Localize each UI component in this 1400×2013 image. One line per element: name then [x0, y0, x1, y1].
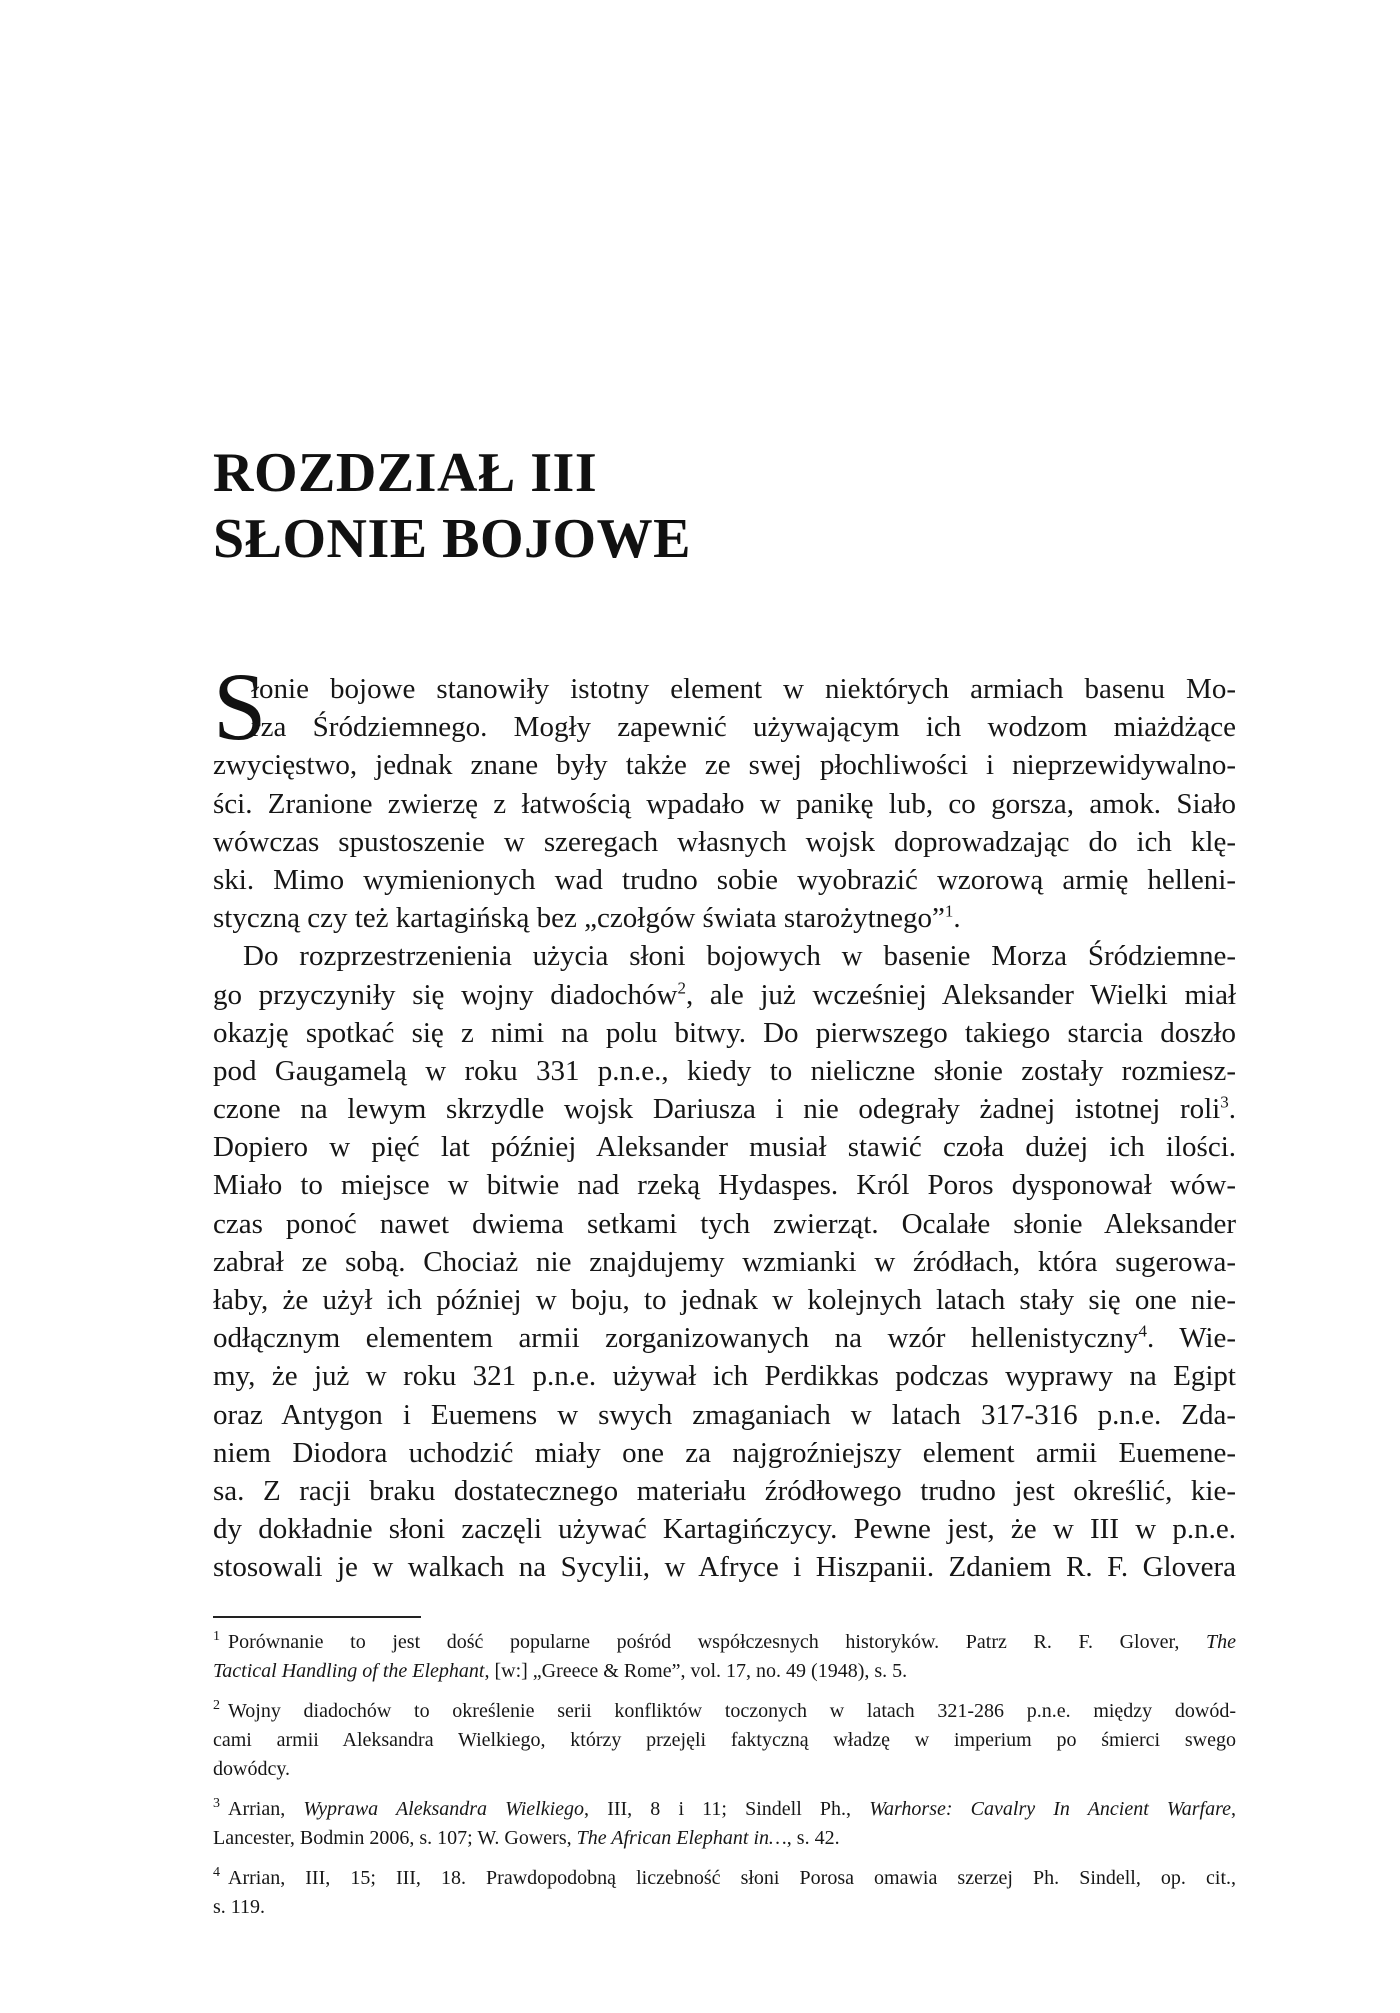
- body-line: czone na lewym skrzydle wojsk Dariusza i nie odegrały żadnej istotnej roli$^3$.: [213, 1092, 1236, 1126]
- body-line: ści. Zranione zwierzę z łatwością wpadało w panikę lub, co gorsza, amok. Siało: [213, 787, 1236, 820]
- body-line: rza Śródziemnego. Mogły zapewnić używającym ich wodzom miażdżące: [251, 711, 1236, 744]
- body-line: czas ponoć nawet dwiema setkami tych zwierząt. Ocalałe słonie Aleksander: [213, 1207, 1236, 1240]
- chapter-body: [213, 670, 1236, 1587]
- body-line: my, że już w roku 321 p.n.e. używał ich Perdikkas podczas wyprawy na Egipt: [213, 1360, 1236, 1393]
- body-line: sa. Z racji braku dostatecznego materiału źródłowego trudno jest określić, kie-: [213, 1474, 1236, 1507]
- footnote-4: $^4$ Arrian, III, 15; III, 18. Prawdopodobną liczebność słoni Porosa omawia szerzej Ph. Sindell, op. cit., s. 119.: [213, 1865, 1236, 1918]
- footnote-mark: 3: [1220, 1092, 1229, 1112]
- body-line: zwycięstwo, jednak znane były także ze swej płochliwości i nieprzewidywalno-: [213, 749, 1236, 782]
- footnote-3: $^3$ Arrian, Wyprawa Aleksandra Wielkiego, III, 8 i 11; Sindell Ph., Warhorse: Cavalry In Ancient Warfare, Lancester, Bodmin 2006, s. 107; W. Gowers, The African Elephant in…, s. 42.: [213, 1796, 1236, 1849]
- footnote-mark: 4: [1138, 1321, 1147, 1341]
- body-line: Miało to miejsce w bitwie nad rzeką Hydaspes. Król Poros dysponował wów-: [213, 1169, 1236, 1202]
- chapter-heading: [213, 440, 1213, 572]
- body-line: dy dokładnie słoni zaczęli używać Kartagińczycy. Pewne jest, że w III w p.n.e.: [213, 1513, 1236, 1546]
- body-line: go przyczyniły się wojny diadochów$^2$, ale już wcześniej Aleksander Wielki miał: [213, 977, 1237, 1011]
- body-line: okazję spotkać się z nimi na polu bitwy. Do pierwszego takiego starcia doszło: [213, 1016, 1236, 1049]
- body-line: niem Diodora uchodzić miały one za najgroźniejszy element armii Euemene-: [213, 1436, 1236, 1469]
- body-line: ski. Mimo wymienionych wad trudno sobie wyobrazić wzorową armię helleni-: [213, 863, 1236, 896]
- chapter-number: ROZDZIAŁ III: [213, 442, 598, 504]
- body-line: zabrał ze sobą. Chociaż nie znajdujemy wzmianki w źródłach, która sugerowa-: [213, 1245, 1236, 1278]
- body-line: Dopiero w pięć lat później Aleksander musiał stawić czoła dużej ich ilości.: [213, 1131, 1236, 1164]
- drop-cap: S: [213, 653, 267, 760]
- body-line: wówczas spustoszenie w szeregach własnych wojsk doprowadzając do ich klę-: [213, 825, 1236, 858]
- footnote-1: $^1$ Porównanie to jest dość popularne pośród współczesnych historyków. Patrz R. F. Glover, The Tactical Handling of the Elephant, [w:] „Greece & Rome”, vol. 17, no. 49 (1948), s. 5.: [213, 1629, 1236, 1682]
- body-line: pod Gaugamelą w roku 331 p.n.e., kiedy to nieliczne słonie zostały rozmiesz-: [213, 1054, 1236, 1087]
- body-line: łaby, że użył ich później w boju, to jednak w kolejnych latach stały się one nie-: [213, 1284, 1236, 1316]
- body-line: oraz Antygon i Euemens w swych zmaganiach w latach 317-316 p.n.e. Zda-: [213, 1398, 1236, 1431]
- body-line: Do rozprzestrzenienia użycia słoni bojowych w basenie Morza Śródziemne-: [243, 940, 1236, 973]
- chapter-title: SŁONIE BOJOWE: [213, 508, 691, 570]
- footnote-divider: [213, 1616, 421, 1618]
- footnote-mark: 2: [677, 977, 686, 997]
- footnote-mark: 1: [944, 901, 954, 921]
- body-line: odłącznym elementem armii zorganizowanych na wzór hellenistyczny$^4$. Wie-: [213, 1321, 1236, 1355]
- body-line: łonie bojowe stanowiły istotny element w niektórych armiach basenu Mo-: [251, 673, 1236, 705]
- footnotes: [213, 1628, 1236, 1933]
- body-line: stosowali je w walkach na Sycylii, w Afryce i Hiszpanii. Zdaniem R. F. Glovera: [213, 1551, 1236, 1584]
- footnote-2: $^2$ Wojny diadochów to określenie serii konfliktów toczonych w latach 321-286 p.n.e. między dowód- cami armii Aleksandra Wielkiego, którzy przejęli faktyczną władzę w imperium po śmierci swego dowódcy.: [213, 1698, 1236, 1780]
- body-line: styczną czy też kartagińską bez „czołgów świata starożytnego”$^1$.: [213, 901, 961, 935]
